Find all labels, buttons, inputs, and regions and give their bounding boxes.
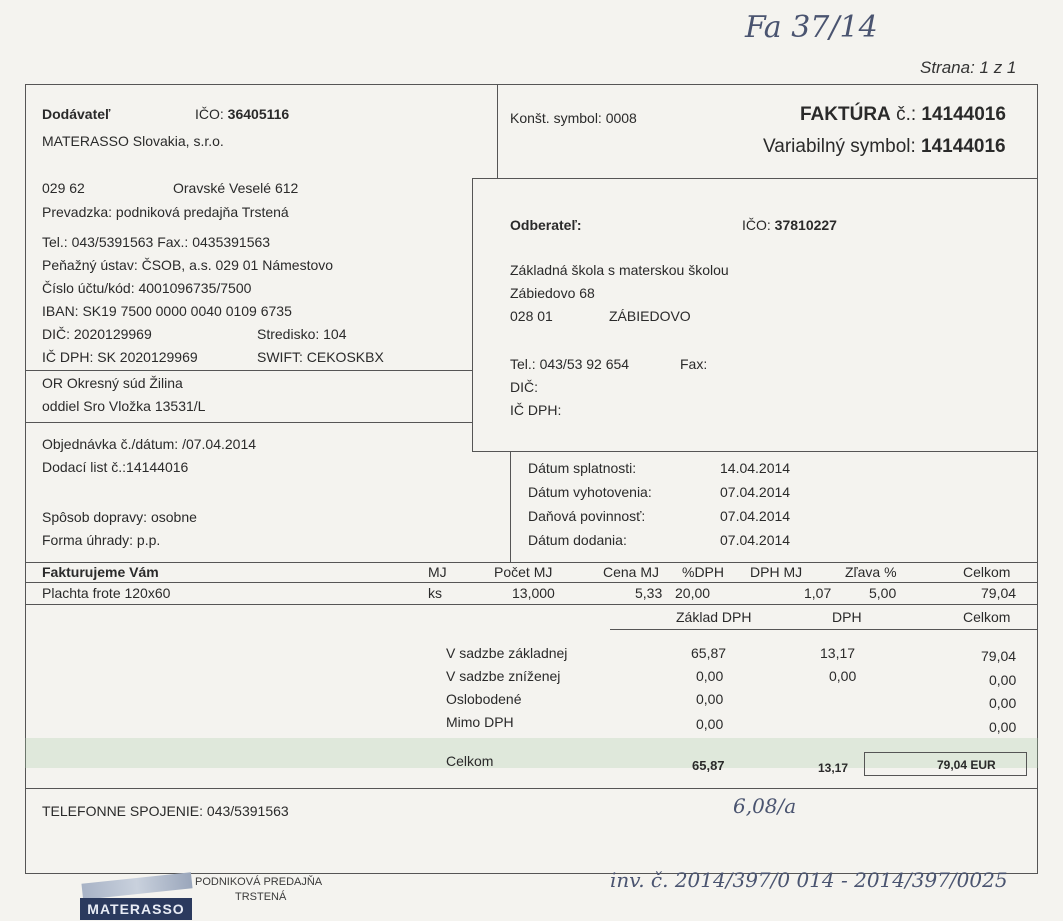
order-dodaci: Dodací list č.:14144016 [42,459,189,475]
divider [25,582,1038,583]
date-value: 14.04.2014 [720,460,791,476]
total-label: Celkom [446,753,494,769]
handwritten-invoice-ref: Fa 37/14 [745,10,878,45]
item-zlava: 5,00 [869,585,897,601]
date-value: 07.04.2014 [720,508,791,524]
supplier-ico: IČO: 36405116 [195,106,290,122]
col-dph-mj: DPH MJ [750,564,803,580]
customer-ico: IČO: 37810227 [742,217,837,233]
date-label: Dátum dodania: [528,532,627,548]
summary-celkom: 0,00 [989,719,1017,735]
order-objednavka: Objednávka č./dátum: /07.04.2014 [42,436,257,452]
customer-name: Základná škola s materskou školou [510,262,729,278]
summary-dph: 13,17 [820,645,856,661]
page-number: Strana: 1 z 1 [920,58,1017,77]
col-zlava: Zľava % [845,564,897,580]
total-celkom: 79,04 EUR [937,758,996,772]
item-name: Plachta frote 120x60 [42,585,171,601]
date-value: 07.04.2014 [720,532,791,548]
divider [497,84,498,178]
item-pocet: 13,000 [512,585,555,601]
footer-telefon: TELEFONNE SPOJENIE: 043/5391563 [42,803,289,819]
item-dph-mj: 1,07 [804,585,832,601]
supplier-town: Oravské Veselé 612 [173,180,299,196]
divider [25,604,1038,605]
summary-celkom: 0,00 [989,695,1017,711]
summary-celkom-header: Celkom [963,609,1011,625]
supplier-label: Dodávateľ [42,106,111,122]
summary-dph-header: DPH [832,609,862,625]
supplier-bank: Peňažný ústav: ČSOB, a.s. 029 01 Námestovo [42,257,334,273]
supplier-oddiel: oddiel Sro Vložka 13531/L [42,398,206,414]
total-dph: 13,17 [818,761,849,775]
order-doprava: Spôsob dopravy: osobne [42,509,197,525]
summary-zaklad: 65,87 [691,645,727,661]
stamp-logo: MATERASSO [80,898,192,920]
supplier-stredisko: Stredisko: 104 [257,326,347,342]
divider [25,422,472,423]
summary-celkom: 0,00 [989,672,1017,688]
summary-celkom: 79,04 [981,648,1017,664]
summary-label: Mimo DPH [446,714,514,730]
supplier-prevadzka: Prevadzka: podniková predajňa Trstená [42,204,289,220]
handwritten-inventory: inv. č. 2014/397/0 014 - 2014/397/0025 [610,868,1008,892]
handwritten-note: 6,08/a [733,794,797,818]
summary-label: V sadzbe základnej [446,645,568,661]
col-mj: MJ [428,564,447,580]
date-value: 07.04.2014 [720,484,791,500]
customer-town: ZÁBIEDOVO [609,308,691,324]
customer-icdph: IČ DPH: [510,402,562,418]
summary-dph: 0,00 [829,668,857,684]
total-zaklad: 65,87 [692,758,725,773]
summary-zaklad: 0,00 [696,691,724,707]
divider [25,788,1038,789]
col-dph-pct: %DPH [682,564,725,580]
col-celkom: Celkom [963,564,1011,580]
customer-dic: DIČ: [510,379,538,395]
supplier-iban: IBAN: SK19 7500 0000 0040 0109 6735 [42,303,292,319]
summary-label: Oslobodené [446,691,522,707]
items-title: Fakturujeme Vám [42,564,159,580]
divider [510,452,511,562]
divider [610,629,1038,630]
divider [25,370,472,371]
item-celkom: 79,04 [981,585,1017,601]
supplier-tel: Tel.: 043/5391563 Fax.: 0435391563 [42,234,271,250]
item-cena: 5,33 [635,585,663,601]
date-label: Dátum splatnosti: [528,460,637,476]
date-label: Daňová povinnosť: [528,508,646,524]
customer-label: Odberateľ: [510,217,582,233]
supplier-or: OR Okresný súd Žilina [42,375,183,391]
date-label: Dátum vyhotovenia: [528,484,652,500]
summary-label: V sadzbe zníženej [446,668,561,684]
stamp-line1: PODNIKOVÁ PREDAJŇA [195,876,323,888]
summary-zaklad: 0,00 [696,668,724,684]
col-cena: Cena MJ [603,564,660,580]
summary-zaklad: 0,00 [696,716,724,732]
divider [25,562,1038,563]
customer-psc: 028 01 [510,308,553,324]
stamp-logo-graphic [81,872,192,899]
supplier-psc: 029 62 [42,180,85,196]
customer-street: Zábiedovo 68 [510,285,595,301]
order-uhrada: Forma úhrady: p.p. [42,532,161,548]
customer-tel: Tel.: 043/53 92 654 [510,356,630,372]
supplier-dic: DIČ: 2020129969 [42,326,152,342]
stamp-line2: TRSTENÁ [235,891,287,903]
supplier-account: Číslo účtu/kód: 4001096735/7500 [42,280,252,296]
item-dph-pct: 20,00 [675,585,711,601]
item-mj: ks [428,585,442,601]
col-pocet: Počet MJ [494,564,553,580]
invoice-title: FAKTÚRA č.: 14144016 [800,104,1006,125]
supplier-swift: SWIFT: CEKOSKBX [257,349,384,365]
variable-symbol: Variabilný symbol: 14144016 [763,136,1006,157]
supplier-icdph: IČ DPH: SK 2020129969 [42,349,198,365]
supplier-name: MATERASSO Slovakia, s.r.o. [42,133,224,149]
konst-symbol: Konšt. symbol: 0008 [510,110,637,126]
summary-zaklad-header: Základ DPH [676,609,752,625]
customer-fax: Fax: [680,356,708,372]
